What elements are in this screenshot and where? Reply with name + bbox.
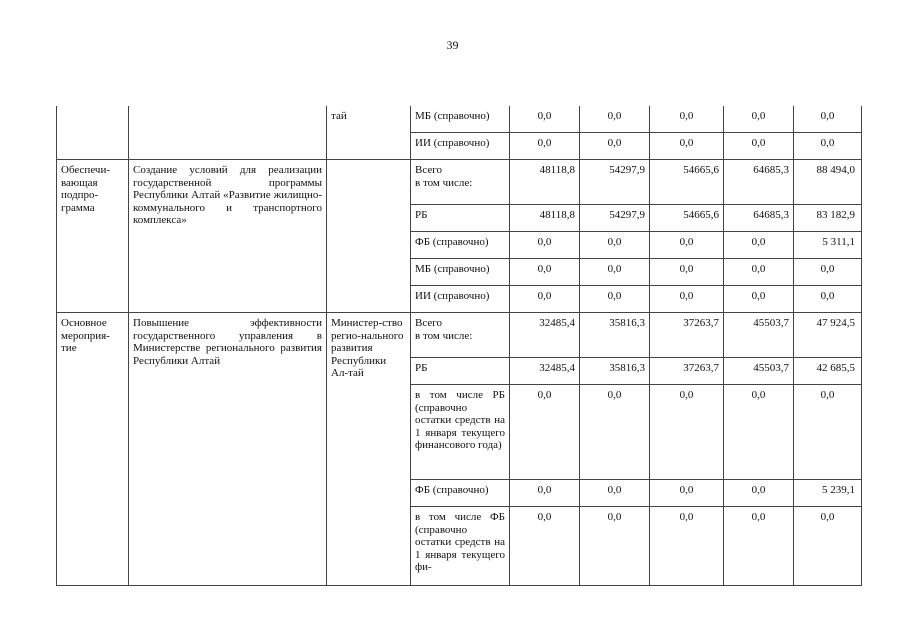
- table-row: [57, 160, 862, 205]
- budget-table: [56, 106, 862, 586]
- value-cell: 0,0: [724, 385, 794, 480]
- source-cell: ИИ (справочно): [411, 286, 510, 313]
- source-cell: ИИ (справочно): [411, 133, 510, 160]
- value-cell: 0,0: [510, 259, 580, 286]
- name-cell: Повышение эффективности государственного управления в Министерстве регионального развития Республики Алтай: [129, 313, 327, 586]
- value-cell: 42 685,5: [794, 358, 862, 385]
- value-cell: 0,0: [650, 106, 724, 133]
- value-cell: 0,0: [580, 385, 650, 480]
- value-cell: 0,0: [580, 286, 650, 313]
- value-cell: 0,0: [794, 385, 862, 480]
- value-cell: 0,0: [794, 286, 862, 313]
- value-cell: 0,0: [580, 232, 650, 259]
- value-cell: 0,0: [510, 232, 580, 259]
- value-cell: 48118,8: [510, 160, 580, 205]
- value-cell: 0,0: [510, 480, 580, 507]
- value-cell: 0,0: [794, 259, 862, 286]
- value-cell: 0,0: [724, 286, 794, 313]
- role-cell: [57, 106, 129, 160]
- value-cell: 0,0: [580, 507, 650, 586]
- value-cell: 0,0: [580, 259, 650, 286]
- value-cell: 0,0: [724, 480, 794, 507]
- value-cell: 47 924,5: [794, 313, 862, 358]
- value-cell: 54665,6: [650, 205, 724, 232]
- value-cell: 0,0: [724, 106, 794, 133]
- value-cell: 0,0: [650, 259, 724, 286]
- source-cell: в том числе ФБ (справочно остатки средств на 1 января текущего фи-: [411, 507, 510, 586]
- source-cell: Всего в том числе:: [411, 313, 510, 358]
- source-cell: ФБ (справочно): [411, 480, 510, 507]
- source-cell: РБ: [411, 205, 510, 232]
- value-cell: 0,0: [510, 133, 580, 160]
- source-cell: в том числе РБ (справочно остатки средств на 1 января текущего финансового года): [411, 385, 510, 480]
- page-number: 39: [446, 38, 459, 52]
- value-cell: 45503,7: [724, 313, 794, 358]
- value-cell: 0,0: [724, 133, 794, 160]
- value-cell: 54297,9: [580, 160, 650, 205]
- value-cell: 0,0: [794, 507, 862, 586]
- value-cell: 0,0: [580, 106, 650, 133]
- value-cell: 45503,7: [724, 358, 794, 385]
- value-cell: 0,0: [794, 133, 862, 160]
- table-row: [57, 313, 862, 358]
- value-cell: 88 494,0: [794, 160, 862, 205]
- value-cell: 0,0: [794, 106, 862, 133]
- value-cell: 0,0: [650, 507, 724, 586]
- value-cell: 37263,7: [650, 358, 724, 385]
- value-cell: 32485,4: [510, 313, 580, 358]
- value-cell: 0,0: [650, 480, 724, 507]
- value-cell: 32485,4: [510, 358, 580, 385]
- source-cell: ФБ (справочно): [411, 232, 510, 259]
- role-cell: Основное мероприя-тие: [57, 313, 129, 586]
- value-cell: 0,0: [510, 106, 580, 133]
- value-cell: 0,0: [650, 385, 724, 480]
- value-cell: 48118,8: [510, 205, 580, 232]
- executor-cell: тай: [327, 106, 411, 160]
- value-cell: 54297,9: [580, 205, 650, 232]
- value-cell: 0,0: [724, 507, 794, 586]
- value-cell: 0,0: [510, 385, 580, 480]
- value-cell: 0,0: [724, 232, 794, 259]
- source-cell: РБ: [411, 358, 510, 385]
- table-row: [57, 106, 862, 133]
- name-cell: [129, 106, 327, 160]
- value-cell: 0,0: [650, 286, 724, 313]
- value-cell: 35816,3: [580, 313, 650, 358]
- value-cell: 0,0: [580, 480, 650, 507]
- value-cell: 0,0: [650, 133, 724, 160]
- value-cell: 35816,3: [580, 358, 650, 385]
- role-cell: Обеспечи-вающая подпро-грамма: [57, 160, 129, 313]
- value-cell: 37263,7: [650, 313, 724, 358]
- source-cell: Всего в том числе:: [411, 160, 510, 205]
- name-cell: Создание условий для реализации государственной программы Республики Алтай «Развитие жилищно-коммунального и транспортного комплекса»: [129, 160, 327, 313]
- source-cell: МБ (справочно): [411, 259, 510, 286]
- executor-cell: [327, 160, 411, 313]
- value-cell: 5 311,1: [794, 232, 862, 259]
- value-cell: 0,0: [580, 133, 650, 160]
- value-cell: 64685,3: [724, 160, 794, 205]
- value-cell: 0,0: [510, 507, 580, 586]
- value-cell: 54665,6: [650, 160, 724, 205]
- source-cell: МБ (справочно): [411, 106, 510, 133]
- value-cell: 5 239,1: [794, 480, 862, 507]
- value-cell: 0,0: [510, 286, 580, 313]
- executor-cell: Министер-ство регио-нального развития Республики Ал-тай: [327, 313, 411, 586]
- value-cell: 0,0: [650, 232, 724, 259]
- value-cell: 0,0: [724, 259, 794, 286]
- value-cell: 64685,3: [724, 205, 794, 232]
- value-cell: 83 182,9: [794, 205, 862, 232]
- budget-table-wrap: [56, 106, 861, 586]
